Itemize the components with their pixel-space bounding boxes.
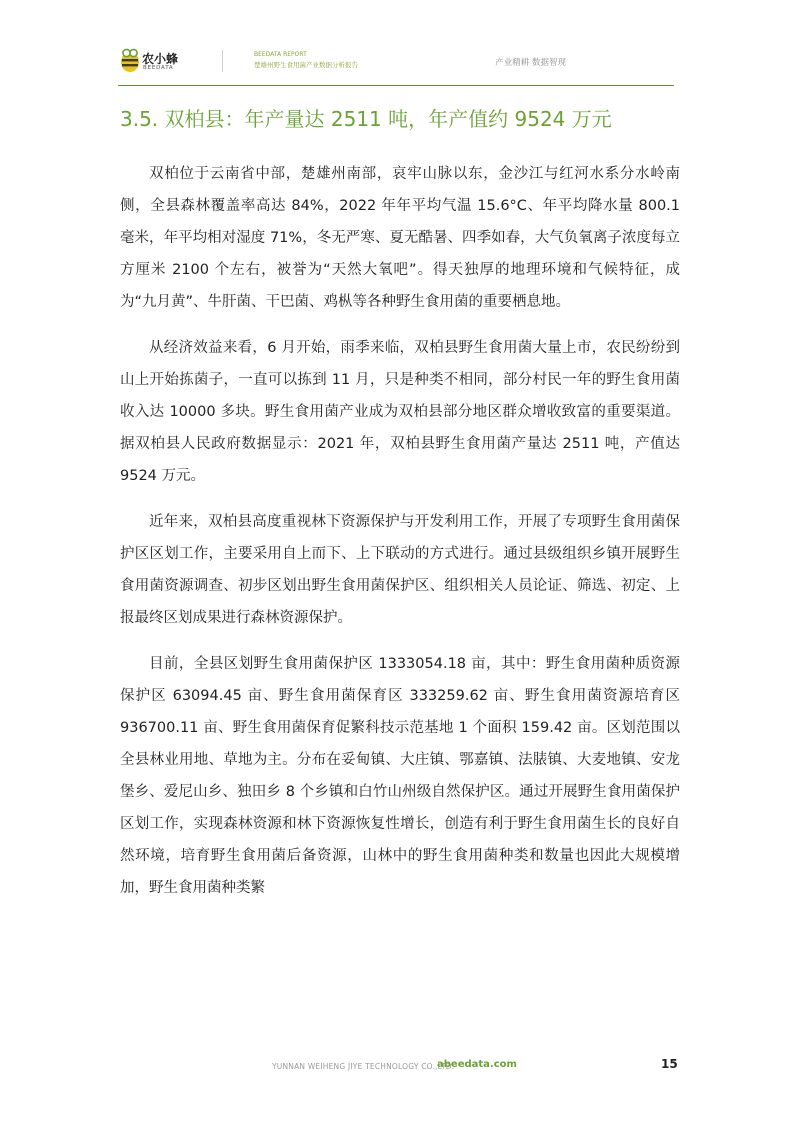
- section-body: [120, 158, 680, 918]
- page-number: 15: [661, 1057, 678, 1071]
- logo-text-cn: 农小蜂: [142, 52, 179, 66]
- page-header: [118, 40, 674, 84]
- header-slogan: 产业精耕 数据智现: [495, 58, 566, 68]
- paragraph-4: 目前，全县区划野生食用菌保护区 1333054.18 亩，其中：野生食用菌种质资源保护区 63094.45 亩、野生食用菌保育区 333259.62 亩、野生食用菌资源培育区 936700.11 亩、野生食用菌保育促繁科技示范基地 1 个面积 159.42 亩。区划范围以全县林业用地、草地为主。分布在妥甸镇、大庄镇、鄂嘉镇、法脿镇、大麦地镇、安龙堡乡、爱尼山乡、独田乡 8 个乡镇和白竹山州级自然保护区。通过开展野生食用菌保护区划工作，实现森林资源和林下资源恢复性增长，创造有利于野生食用菌生长的良好自然环境，培育野生食用菌后备资源，山林中的野生食用菌种类和数量也因此大规模增加，野生食用菌种类繁: [120, 656, 680, 896]
- header-rule: [118, 85, 674, 86]
- section-title: 3.5. 双柏县：年产量达 2511 吨，年产值约 9524 万元: [120, 107, 612, 131]
- footer-website: abeedata.com: [437, 1059, 517, 1070]
- brand-logo: [118, 46, 228, 80]
- paragraph-3: 近年来，双柏县高度重视林下资源保护与开发利用工作，开展了专项野生食用菌保护区区划工作，主要采用自上而下、上下联动的方式进行。通过县级组织乡镇开展野生食用菌资源调查、初步区划出野生食用菌保护区、组织相关人员论证、筛选、初定、上报最终区划成果进行森林资源保护。: [120, 514, 680, 626]
- logo-text-en: BEEDATA: [143, 65, 174, 71]
- bee-logo-icon: [118, 46, 142, 74]
- report-name-cn: 楚雄州野生食用菌产业数据分析报告: [254, 61, 358, 69]
- header-divider: [222, 50, 223, 72]
- footer-company-name: YUNNAN WEIHENG JIYE TECHNOLOGY CO.,LTD.: [272, 1062, 455, 1071]
- paragraph-1: 双柏位于云南省中部，楚雄州南部，哀牢山脉以东，金沙江与红河水系分水岭南侧，全县森林覆盖率高达 84%，2022 年年平均气温 15.6°C、年平均降水量 800.1 毫米，年平均相对湿度 71%，冬无严寒、夏无酷暑、四季如春，大气负氧离子浓度每立方厘米 2100 个左右，被誉为“天然大氧吧”。得天独厚的地理环境和气候特征，成为“九月黄”、牛肝菌、干巴菌、鸡枞等各种野生食用菌的重要栖息地。: [120, 166, 680, 310]
- paragraph-2: 从经济效益来看，6 月开始，雨季来临，双柏县野生食用菌大量上市，农民纷纷到山上开始拣菌子，一直可以拣到 11 月，只是种类不相同，部分村民一年的野生食用菌收入达 10000 多块。野生食用菌产业成为双柏县部分地区群众增收致富的重要渠道。据双柏县人民政府数据显示：2021 年，双柏县野生食用菌产量达 2511 吨，产值达 9524 万元。: [120, 340, 680, 484]
- report-name-en: BEEDATA REPORT: [254, 51, 307, 58]
